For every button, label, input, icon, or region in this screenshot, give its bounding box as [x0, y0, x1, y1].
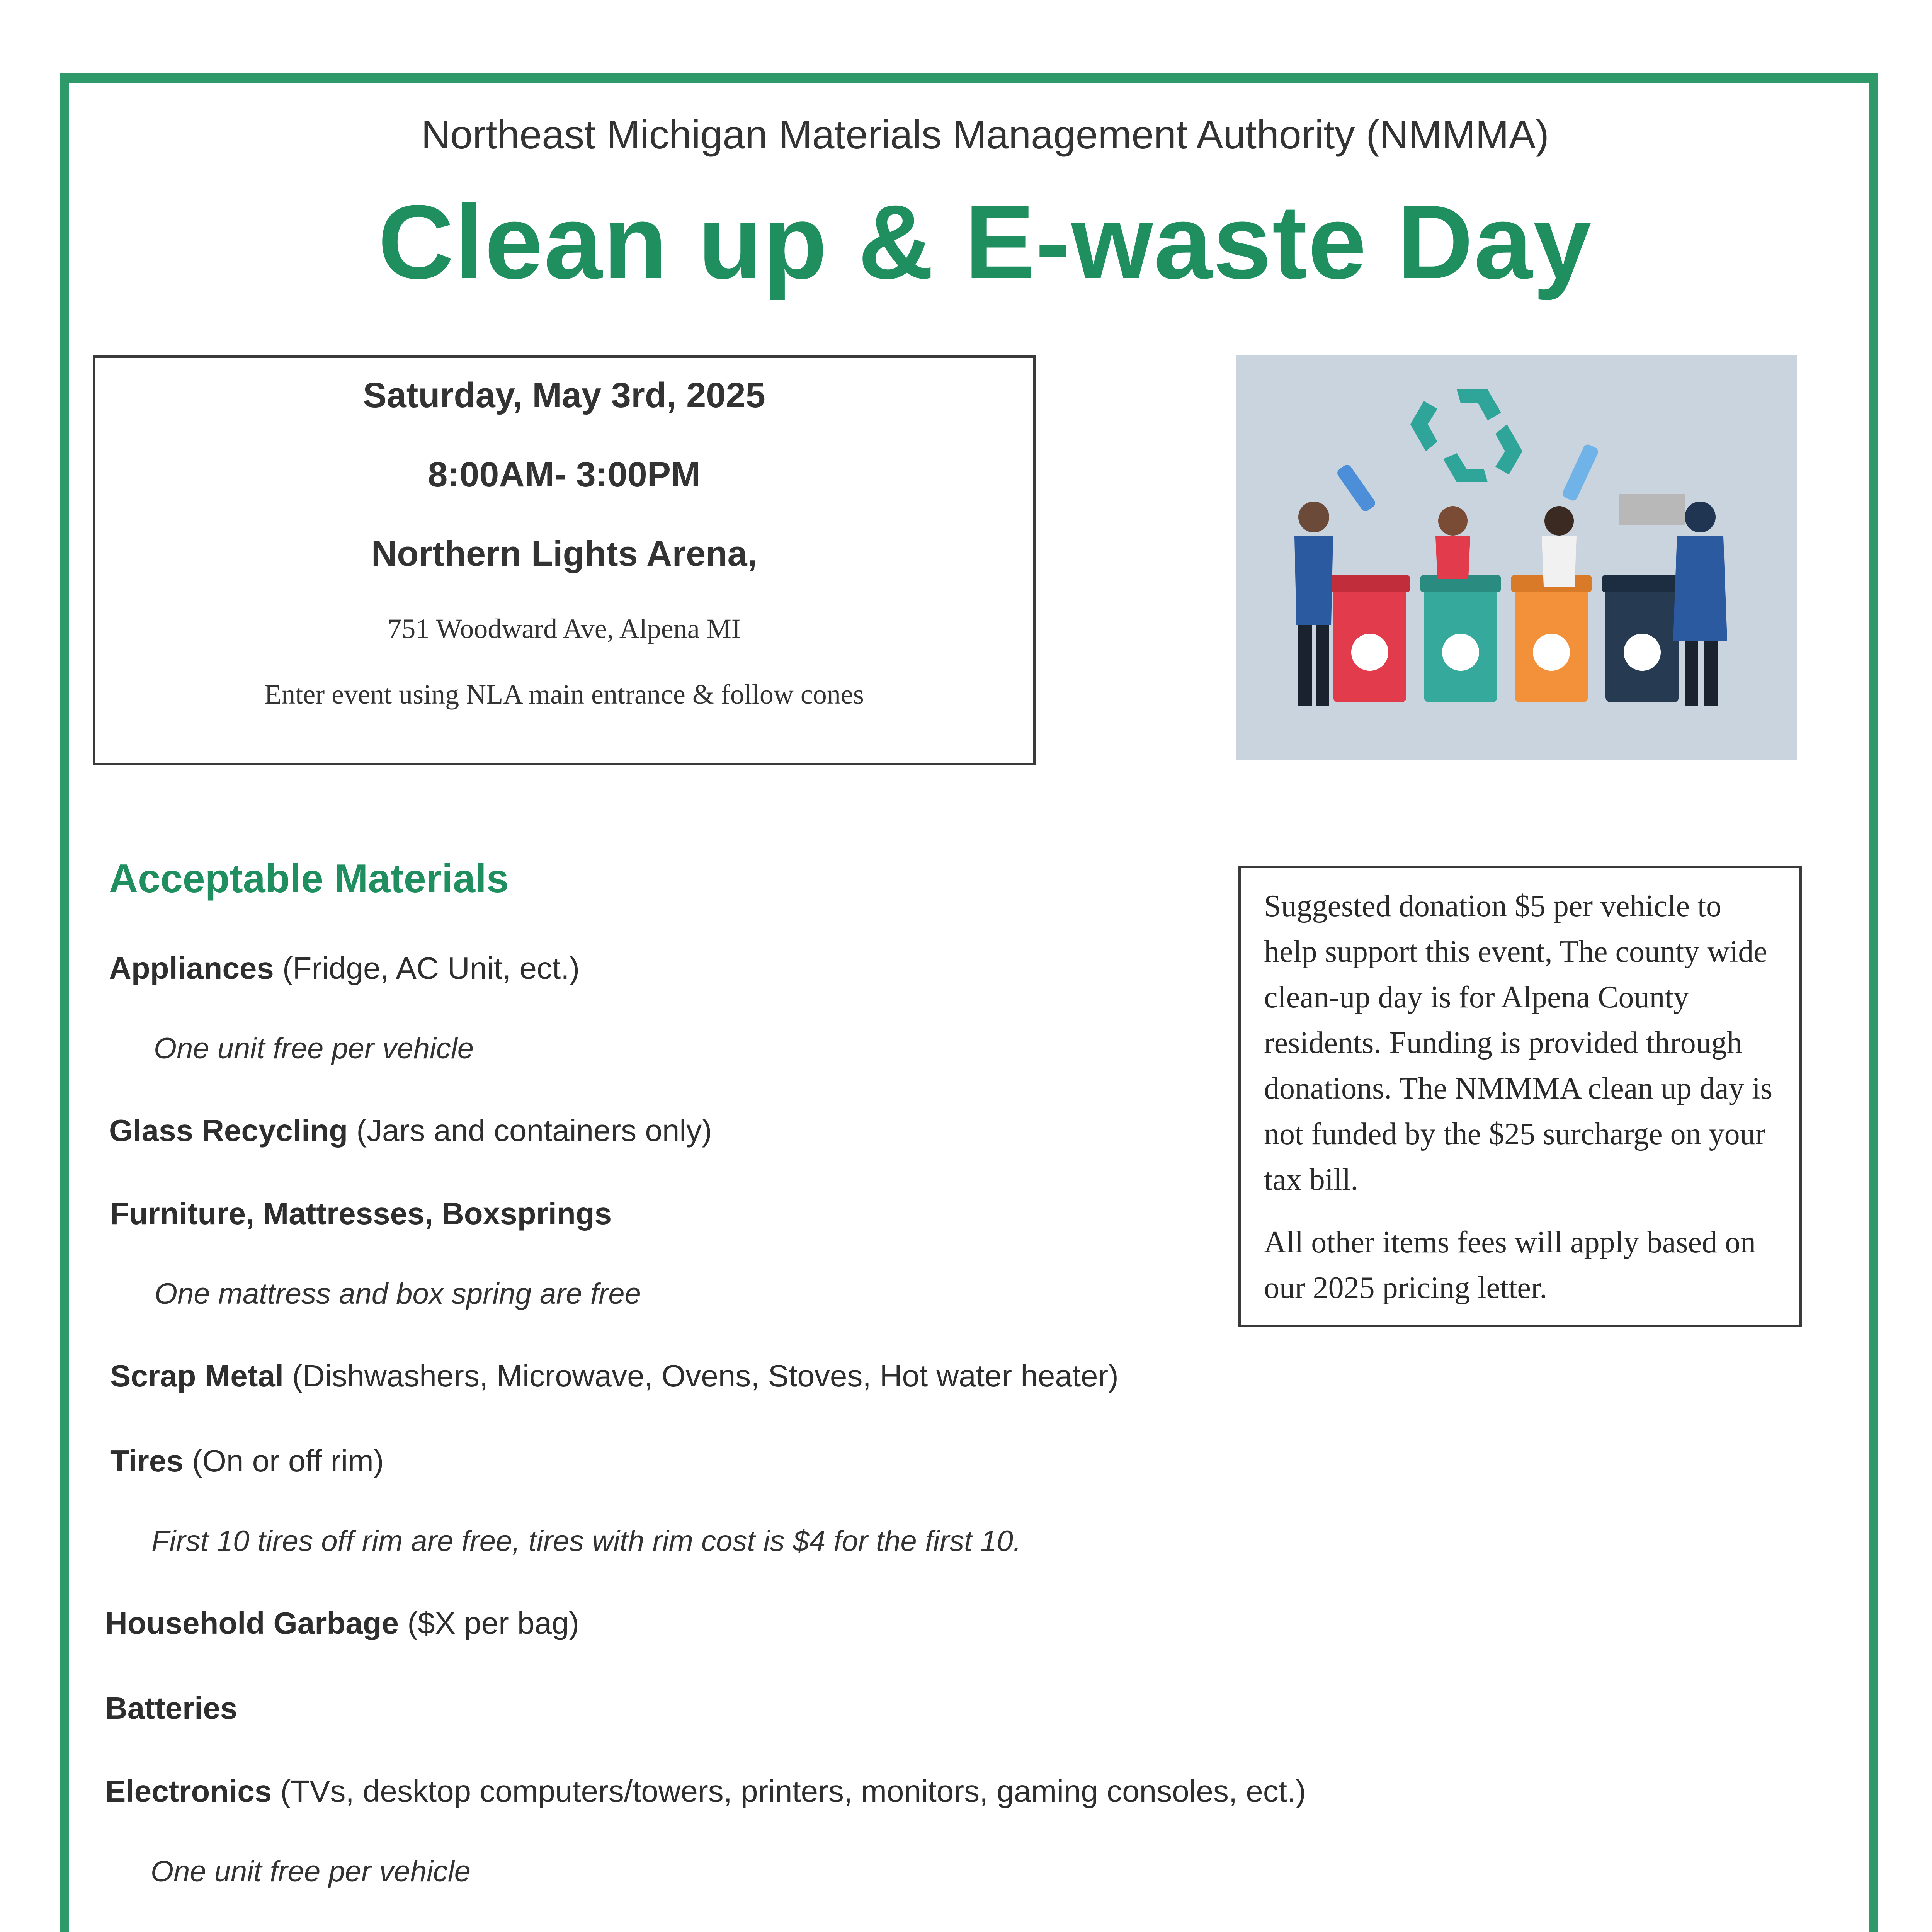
event-details-box — [93, 355, 1036, 765]
pricing-note: All other items fees will apply based on our 2025 pricing letter. — [1264, 1225, 1756, 1305]
item-detail: (Fridge, AC Unit, ect.) — [282, 951, 580, 985]
item-note: One mattress and box spring are free — [155, 1277, 641, 1310]
item-note: One unit free per vehicle — [151, 1855, 471, 1888]
item-name: Batteries — [105, 1691, 238, 1725]
list-item-batteries — [105, 1690, 237, 1726]
section-heading: Acceptable Materials — [109, 856, 509, 901]
item-name: Tires — [110, 1444, 184, 1478]
event-venue: Northern Lights Arena, — [371, 534, 757, 573]
list-item-appliances — [109, 951, 580, 986]
recycling-illustration — [1236, 355, 1797, 760]
list-item-scrap-metal — [110, 1358, 1119, 1394]
item-note: One unit free per vehicle — [154, 1032, 474, 1065]
item-detail: (Dishwashers, Microwave, Ovens, Stoves, Hot water heater) — [292, 1359, 1119, 1393]
item-name: Furniture, Mattresses, Boxsprings — [110, 1196, 612, 1231]
item-name: Scrap Metal — [110, 1359, 284, 1393]
list-item-electronics — [105, 1774, 1306, 1809]
item-name: Appliances — [109, 951, 274, 985]
list-item-furniture — [110, 1196, 612, 1231]
list-item-household-garbage — [105, 1605, 579, 1641]
item-detail: (TVs, desktop computers/towers, printers, monitors, gaming consoles, ect.) — [280, 1774, 1306, 1808]
organization-name: Northeast Michigan Materials Management Authority (NMMMA) — [421, 112, 1549, 157]
item-name: Glass Recycling — [109, 1113, 348, 1148]
item-note: First 10 tires off rim are free, tires with rim cost is $4 for the first 10. — [151, 1525, 1022, 1558]
item-detail: ($X per bag) — [407, 1606, 580, 1640]
item-name: Household Garbage — [105, 1606, 399, 1640]
item-detail: (Jars and containers only) — [356, 1113, 712, 1148]
donation-info: Suggested donation $5 per vehicle to help support this event, The county wide clean-up day is for Alpena County residents. Funding is provided through donations. The NMMMA clean up day is not funded by the $25 surcharge on your tax bill. — [1264, 889, 1773, 1197]
list-item-tires — [110, 1443, 384, 1479]
list-item-glass — [109, 1113, 712, 1148]
donation-box — [1238, 866, 1802, 1327]
event-date: Saturday, May 3rd, 2025 — [363, 376, 765, 415]
page-title: Clean up & E-waste Day — [378, 183, 1592, 301]
event-directions: Enter event using NLA main entrance & follow cones — [264, 679, 864, 710]
recycling-people-bins-icon — [1236, 355, 1797, 760]
item-name: Electronics — [105, 1774, 272, 1808]
event-address: 751 Woodward Ave, Alpena MI — [388, 613, 741, 644]
item-detail: (On or off rim) — [192, 1444, 384, 1478]
event-time: 8:00AM- 3:00PM — [428, 455, 701, 494]
